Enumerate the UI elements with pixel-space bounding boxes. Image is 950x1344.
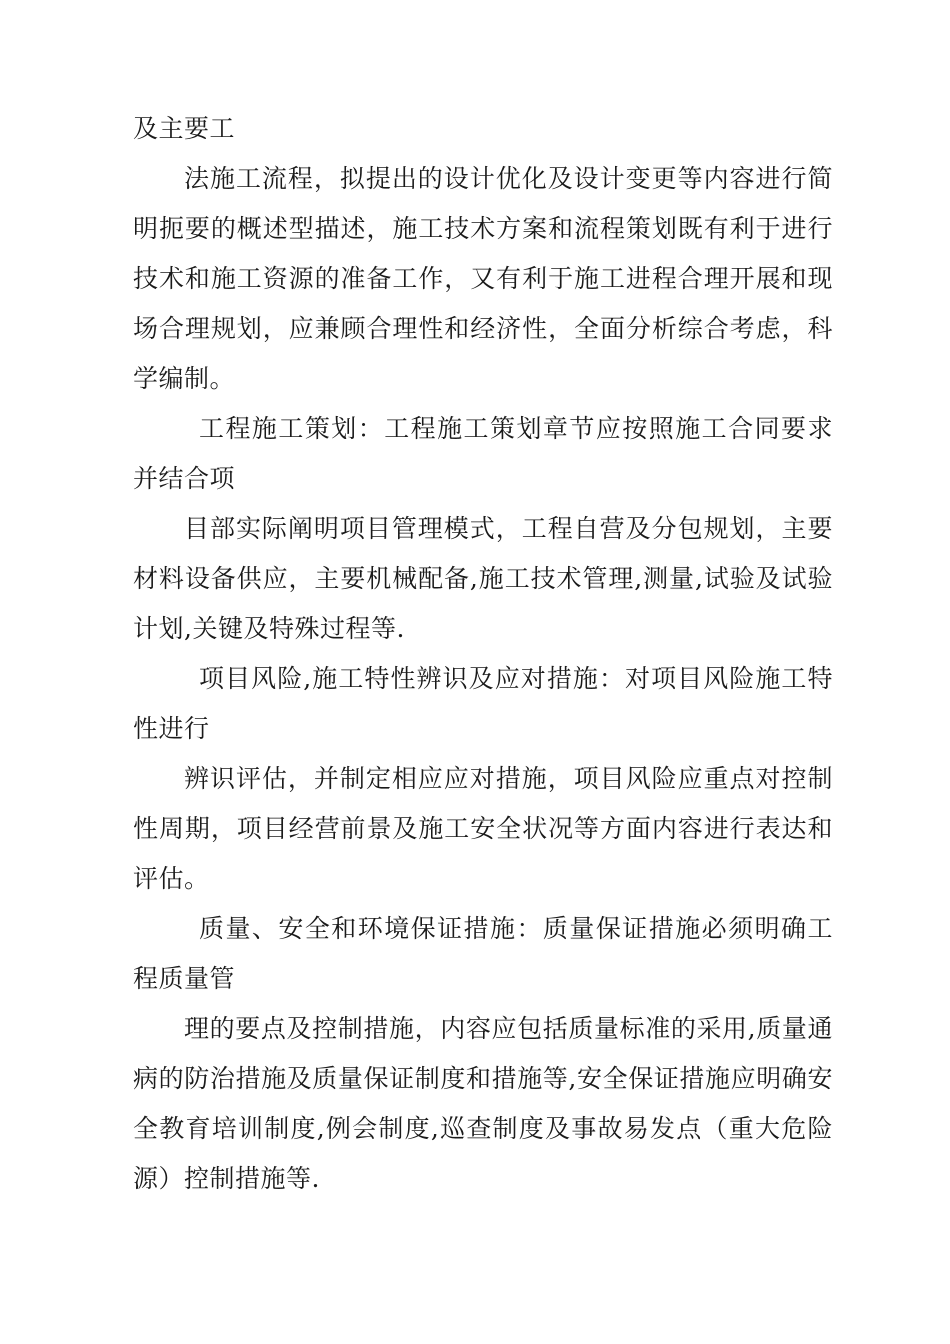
paragraph-planning-body: 目部实际阐明项目管理模式，工程自营及分包规划，主要材料设备供应，主要机械配备,施工技术管理,测量,试验及试验计划,关键及特殊过程等. <box>133 514 833 643</box>
paragraph-risk-body: 辨识评估，并制定相应应对措施，项目风险应重点对控制性周期，项目经营前景及施工安全状况等方面内容进行表达和评估。 <box>133 764 833 893</box>
document-body <box>133 104 833 1204</box>
paragraph-quality-heading: 质量、安全和环境保证措施：质量保证措施必须明确工程质量管 <box>133 914 833 993</box>
paragraph-construction-process: 法施工流程，拟提出的设计优化及设计变更等内容进行简明扼要的概述型描述，施工技术方案和流程策划既有利于进行技术和施工资源的准备工作，又有利于施工进程合理开展和现场合理规划，应兼顾合理性和经济性，全面分析综合考虑，科学编制。 <box>133 164 833 393</box>
paragraph-planning-heading: 工程施工策划：工程施工策划章节应按照施工合同要求并结合项 <box>133 414 833 493</box>
paragraph-risk-heading: 项目风险,施工特性辨识及应对措施：对项目风险施工特性进行 <box>133 664 833 743</box>
paragraph-quality-body: 理的要点及控制措施，内容应包括质量标准的采用,质量通病的防治措施及质量保证制度和措施等,安全保证措施应明确安全教育培训制度,例会制度,巡查制度及事故易发点（重大危险源）控制措施等. <box>133 1014 833 1193</box>
paragraph-continuation: 及主要工 <box>133 114 236 143</box>
